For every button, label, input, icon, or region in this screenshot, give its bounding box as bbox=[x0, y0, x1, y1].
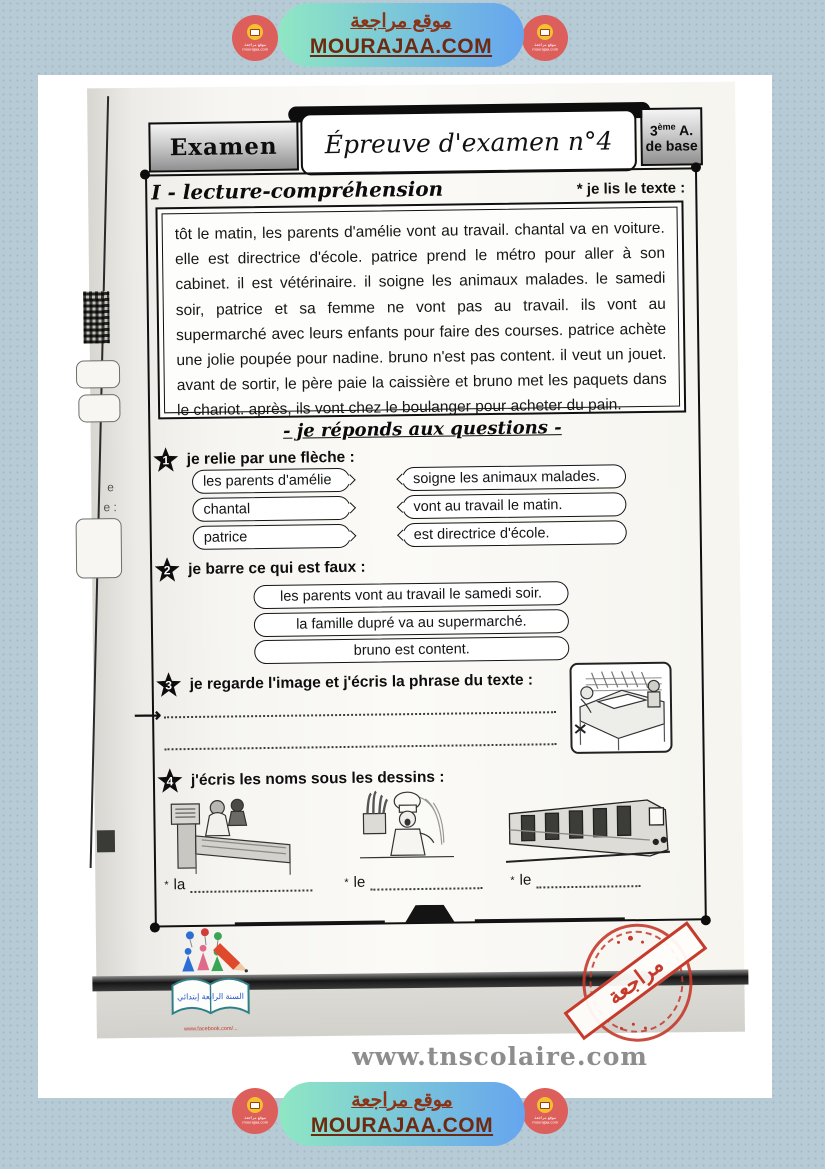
baker-illustration bbox=[355, 789, 458, 878]
reading-text: tôt le matin, les parents d'amélie vont au travail. chantal va en voiture. elle est directrice d'école. patrice prend le métro pour aller à son cabinet. il est vétérinaire. il soigne les animaux malades. le samedi soir, patrice et sa femme ne vont pas au travail. ils vont au supermarché avec leurs enfants pour faire des courses. patrice achète une jolie poupée pour nadine. bruno n'est pas content. il veut un jouet. avant de sortir, le père paie la caissière et bruno met les paquets dans le chariot. après, ils vont chez le boulanger pour acheter du pain. bbox=[174, 219, 667, 420]
star-number-icon: 3 bbox=[156, 672, 182, 698]
answer-arrow-icon: ⟶ bbox=[133, 705, 162, 727]
book-icon bbox=[537, 1097, 553, 1113]
question-2-header: 2 je barre ce qui est faux : bbox=[154, 555, 366, 584]
question-4-header: 4 j'écris les noms sous les dessins : bbox=[157, 765, 445, 795]
site-badge-top-right bbox=[522, 15, 568, 61]
section-title: I - lecture-compréhension bbox=[151, 176, 444, 205]
cutoff-image-fragment bbox=[76, 518, 123, 578]
margin-letter: e : bbox=[103, 500, 117, 515]
reading-text-box bbox=[155, 201, 686, 420]
frame-corner-dot bbox=[150, 922, 160, 932]
site-header-link[interactable] bbox=[278, 3, 524, 67]
badge-text: موقع مراجعة mourajaa.com bbox=[242, 1115, 268, 1125]
book-icon bbox=[537, 24, 553, 40]
site-badge-bottom-right bbox=[522, 1088, 568, 1134]
cutoff-dark-fragment bbox=[97, 830, 115, 852]
exam-sheet bbox=[133, 103, 713, 955]
book-icon bbox=[247, 24, 263, 40]
star-number-icon: 2 bbox=[154, 557, 180, 583]
site-badge-bottom-left bbox=[232, 1088, 278, 1134]
cutoff-box-fragment bbox=[76, 360, 120, 388]
exam-banner: Examen bbox=[148, 121, 299, 173]
statement-item: bruno est content. bbox=[254, 636, 569, 664]
statement-item: les parents vont au travail le samedi soir. bbox=[253, 581, 568, 609]
svg-text:www.facebook.com/...: www.facebook.com/... bbox=[184, 1025, 238, 1033]
badge-text: موقع مراجعة mourajaa.com bbox=[532, 42, 558, 52]
supermarket-checkout-illustration bbox=[569, 662, 672, 754]
frame-corner-dot bbox=[701, 915, 711, 925]
star-number-icon: 4 bbox=[157, 768, 183, 794]
answer-label: * le bbox=[510, 870, 640, 889]
badge-text: موقع مراجعة mourajaa.com bbox=[532, 1115, 558, 1125]
match-left-item: les parents d'amélie bbox=[192, 468, 350, 494]
book-icon bbox=[247, 1097, 263, 1113]
site-title-arabic[interactable]: موقع مراجعة bbox=[351, 1090, 453, 1111]
frame-corner-dot bbox=[691, 162, 701, 172]
badge-text: موقع مراجعة mourajaa.com bbox=[242, 42, 268, 52]
qr-code-fragment bbox=[83, 291, 110, 343]
statement-item: la famille dupré va au supermarché. bbox=[254, 609, 569, 637]
site-footer-link[interactable] bbox=[279, 1082, 525, 1146]
questions-banner: - je réponds aux questions - bbox=[282, 417, 562, 442]
question-1-header: 1 je relie par une flèche : bbox=[153, 445, 355, 474]
svg-text:السنة الرابعة إبتدائي: السنة الرابعة إبتدائي bbox=[177, 991, 245, 1002]
answer-label: * le bbox=[344, 872, 482, 891]
match-right-item: vont au travail le matin. bbox=[402, 492, 626, 519]
answer-label: * la bbox=[164, 874, 312, 893]
publisher-logo bbox=[160, 927, 263, 1038]
scanned-exam-image bbox=[87, 82, 745, 1039]
exam-title: Épreuve d'examen n°4 bbox=[300, 109, 637, 175]
question-3-header: 3 je regarde l'image et j'écris la phrase du texte : bbox=[156, 668, 534, 699]
star-number-icon: 1 bbox=[153, 447, 179, 473]
frame-corner-dot bbox=[140, 169, 150, 179]
cutoff-box-fragment bbox=[78, 394, 120, 422]
site-title-latin[interactable]: MOURAJAA.COM bbox=[310, 1114, 494, 1137]
read-text-label: * je lis le texte : bbox=[576, 179, 686, 198]
tnscolaire-watermark: www.tnscolaire.com bbox=[352, 1042, 648, 1071]
match-right-item: soigne les animaux malades. bbox=[402, 464, 626, 491]
frame-bottom-ornament bbox=[385, 904, 475, 925]
mourajaa-stamp: مراجعة bbox=[576, 919, 695, 1046]
metro-train-illustration bbox=[503, 792, 674, 870]
match-right-item: est directrice d'école. bbox=[403, 520, 627, 547]
match-left-item: chantal bbox=[192, 496, 350, 522]
margin-letter: e bbox=[107, 480, 114, 495]
site-badge-top-left bbox=[232, 15, 278, 61]
match-left-item: patrice bbox=[193, 524, 351, 550]
site-title-latin[interactable]: MOURAJAA.COM bbox=[309, 35, 493, 58]
grade-badge: 3ème A. de base bbox=[640, 107, 703, 166]
cashier-illustration bbox=[165, 793, 294, 879]
site-title-arabic[interactable]: موقع مراجعة bbox=[350, 11, 452, 32]
